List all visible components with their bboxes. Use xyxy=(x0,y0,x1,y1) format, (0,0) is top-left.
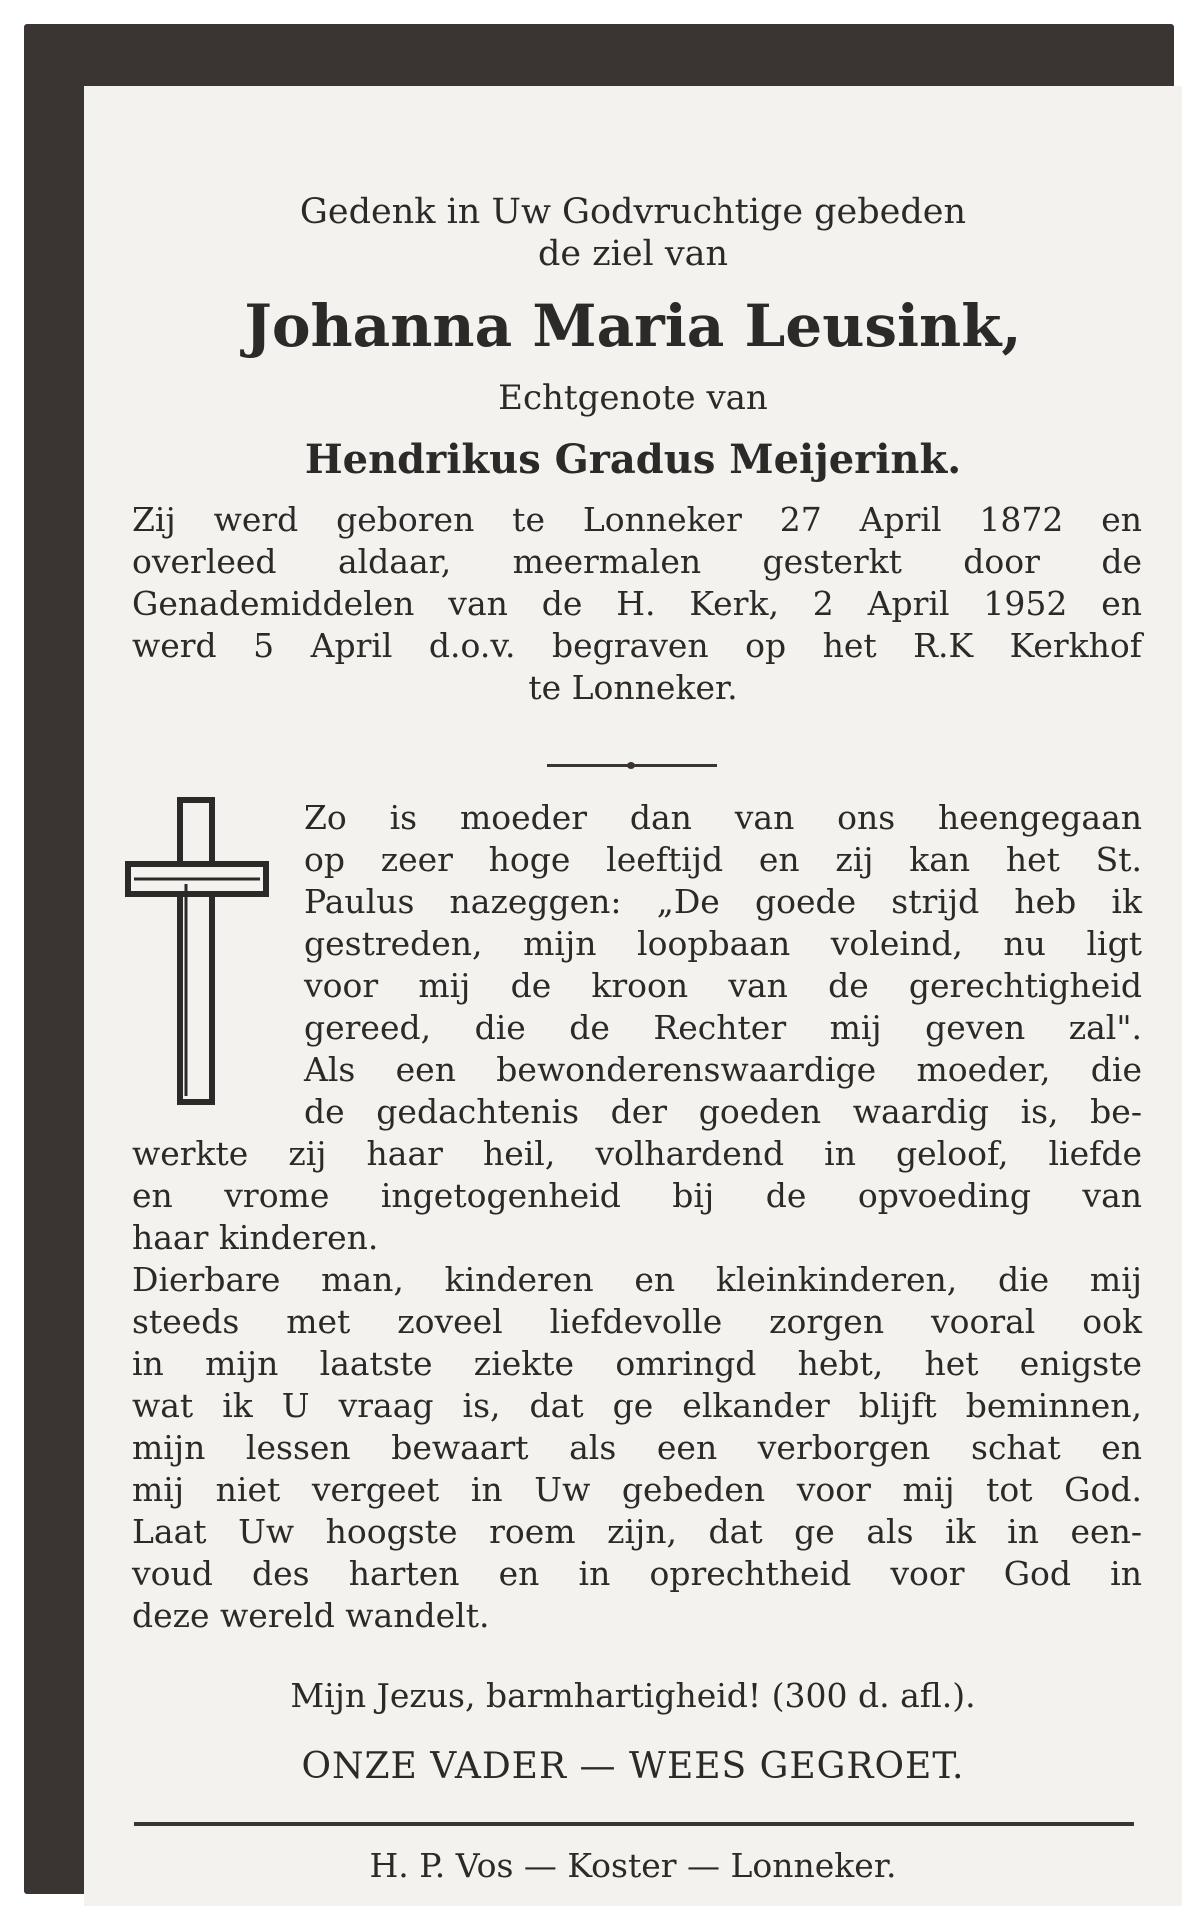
spouse-name: Hendrikus Gradus Meijerink. xyxy=(304,436,962,483)
text-line: te Lonneker. xyxy=(528,668,738,707)
short-prayer: Mijn Jezus, barmhartigheid! (300 d. afl.). xyxy=(290,1676,976,1715)
printer-credit: H. P. Vos — Koster — Lonneker. xyxy=(369,1846,897,1885)
text-line: Als een bewonderenswaardige moeder, die xyxy=(304,1050,1142,1089)
text-line: gestreden, mijn loopbaan voleind, nu ligt xyxy=(304,924,1142,963)
text-full-width xyxy=(132,86,1142,1686)
memorial-card xyxy=(24,24,1174,1894)
text-line: werd 5 April d.o.v. begraven op het R.K Kerkhof xyxy=(132,626,1142,665)
text-line: gereed, die de Rechter mij geven zal". xyxy=(304,1008,1142,1047)
text-line: overleed aldaar, meermalen gesterkt door de xyxy=(132,542,1142,581)
text-line: Zo is moeder dan van ons heengegaan xyxy=(304,798,1142,837)
text-line: in mijn laatste ziekte omringd hebt, het enigste xyxy=(132,1344,1142,1383)
text-line: voor mij de kroon van de gerechtigheid xyxy=(304,966,1142,1005)
text-line: Laat Uw hoogste roem zijn, dat ge als ik in een- xyxy=(132,1512,1142,1551)
text-line: Dierbare man, kinderen en kleinkinderen, die mij xyxy=(132,1260,1142,1299)
text-line: Zij werd geboren te Lonneker 27 April 1872 en xyxy=(132,500,1142,539)
intro-line-2: de ziel van xyxy=(537,234,729,274)
text-line: Paulus nazeggen: „De goede strijd heb ik xyxy=(304,882,1142,921)
bottom-divider xyxy=(134,1822,1134,1826)
text-line: mij niet vergeet in Uw gebeden voor mij tot God. xyxy=(132,1470,1142,1509)
text-line: steeds met zoveel liefdevolle zorgen vooral ook xyxy=(132,1302,1142,1341)
text-line: voud des harten en in oprechtheid voor God in xyxy=(132,1554,1142,1593)
spouse-label: Echtgenote van xyxy=(498,378,768,418)
deceased-name: Johanna Maria Leusink, xyxy=(244,292,1022,360)
text-line: deze wereld wandelt. xyxy=(132,1596,490,1635)
text-line: mijn lessen bewaart als een verborgen schat en xyxy=(132,1428,1142,1467)
text-line: Genademiddelen van de H. Kerk, 2 April 1952 en xyxy=(132,584,1142,623)
text-line: werkte zij haar heil, volhardend in geloof, liefde xyxy=(132,1134,1142,1173)
text-line: en vrome ingetogenheid bij de opvoeding van xyxy=(132,1176,1142,1215)
text-line: op zeer hoge leeftijd en zij kan het St. xyxy=(304,840,1142,879)
card-paper xyxy=(84,86,1182,1906)
intro-line-1: Gedenk in Uw Godvruchtige gebeden xyxy=(299,192,967,232)
text-line: haar kinderen. xyxy=(132,1218,379,1257)
prayer-titles: ONZE VADER — WEES GEGROET. xyxy=(301,1746,965,1787)
text-line: de gedachtenis der goeden waardig is, be- xyxy=(304,1092,1142,1131)
text-line: wat ik U vraag is, dat ge elkander blijft beminnen, xyxy=(132,1386,1142,1425)
